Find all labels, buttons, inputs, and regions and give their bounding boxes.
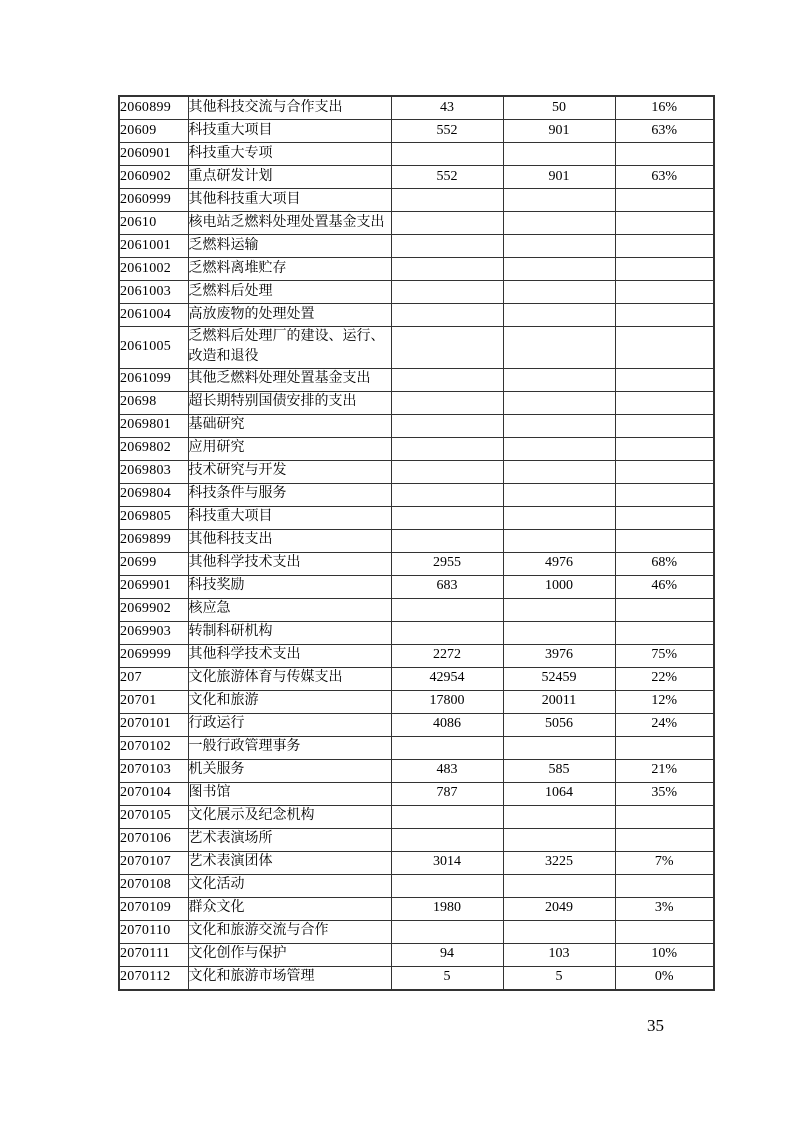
cell-value-2	[503, 828, 615, 851]
cell-percent	[615, 235, 714, 258]
cell-value-1	[391, 598, 503, 621]
cell-name: 科技条件与服务	[188, 483, 391, 506]
cell-code: 2060901	[119, 143, 188, 166]
cell-code: 2070107	[119, 851, 188, 874]
cell-code: 2061003	[119, 281, 188, 304]
cell-percent: 24%	[615, 713, 714, 736]
cell-value-2	[503, 414, 615, 437]
cell-value-1	[391, 874, 503, 897]
cell-percent	[615, 304, 714, 327]
cell-value-2	[503, 460, 615, 483]
cell-code: 2070108	[119, 874, 188, 897]
table-row	[119, 713, 714, 736]
table-row	[119, 920, 714, 943]
cell-value-2	[503, 235, 615, 258]
table-row	[119, 414, 714, 437]
cell-value-2	[503, 920, 615, 943]
cell-percent: 10%	[615, 943, 714, 966]
cell-value-2	[503, 805, 615, 828]
cell-value-1: 17800	[391, 690, 503, 713]
budget-table-body	[119, 96, 714, 990]
cell-name: 其他科技支出	[188, 529, 391, 552]
cell-value-1	[391, 920, 503, 943]
cell-code: 2069899	[119, 529, 188, 552]
cell-value-1	[391, 327, 503, 369]
table-row	[119, 782, 714, 805]
cell-value-2	[503, 304, 615, 327]
cell-value-2	[503, 598, 615, 621]
table-row	[119, 759, 714, 782]
cell-value-2: 3976	[503, 644, 615, 667]
cell-percent	[615, 391, 714, 414]
cell-name: 高放废物的处理处置	[188, 304, 391, 327]
cell-code: 2070110	[119, 920, 188, 943]
cell-code: 20701	[119, 690, 188, 713]
cell-value-2	[503, 143, 615, 166]
cell-code: 2070111	[119, 943, 188, 966]
cell-value-2: 4976	[503, 552, 615, 575]
cell-name: 基础研究	[188, 414, 391, 437]
cell-value-2: 901	[503, 120, 615, 143]
cell-name: 科技奖励	[188, 575, 391, 598]
cell-code: 2069805	[119, 506, 188, 529]
cell-percent	[615, 281, 714, 304]
cell-value-2	[503, 391, 615, 414]
table-row	[119, 828, 714, 851]
cell-name: 文化旅游体育与传媒支出	[188, 667, 391, 690]
cell-percent: 75%	[615, 644, 714, 667]
table-row	[119, 897, 714, 920]
cell-code: 2069901	[119, 575, 188, 598]
cell-value-2: 5056	[503, 713, 615, 736]
cell-code: 2070104	[119, 782, 188, 805]
cell-value-1: 2272	[391, 644, 503, 667]
cell-code: 2061002	[119, 258, 188, 281]
cell-name: 转制科研机构	[188, 621, 391, 644]
cell-value-2: 50	[503, 96, 615, 120]
cell-value-1	[391, 391, 503, 414]
cell-code: 20609	[119, 120, 188, 143]
cell-name: 科技重大专项	[188, 143, 391, 166]
cell-name: 其他科学技术支出	[188, 552, 391, 575]
cell-percent	[615, 621, 714, 644]
cell-percent	[615, 920, 714, 943]
cell-value-2: 901	[503, 166, 615, 189]
cell-name: 文化展示及纪念机构	[188, 805, 391, 828]
cell-value-2	[503, 281, 615, 304]
cell-value-1: 552	[391, 120, 503, 143]
cell-value-1	[391, 529, 503, 552]
cell-value-2: 585	[503, 759, 615, 782]
table-row	[119, 483, 714, 506]
cell-value-1: 552	[391, 166, 503, 189]
cell-name: 行政运行	[188, 713, 391, 736]
cell-value-1: 683	[391, 575, 503, 598]
cell-percent: 46%	[615, 575, 714, 598]
table-row	[119, 281, 714, 304]
table-row	[119, 96, 714, 120]
table-row	[119, 552, 714, 575]
cell-value-1	[391, 828, 503, 851]
table-row	[119, 943, 714, 966]
cell-percent	[615, 212, 714, 235]
cell-value-1	[391, 368, 503, 391]
cell-percent: 22%	[615, 667, 714, 690]
cell-value-1	[391, 483, 503, 506]
cell-percent	[615, 437, 714, 460]
cell-name: 群众文化	[188, 897, 391, 920]
table-row	[119, 460, 714, 483]
cell-value-2	[503, 736, 615, 759]
cell-name: 应用研究	[188, 437, 391, 460]
cell-value-1: 787	[391, 782, 503, 805]
cell-code: 20610	[119, 212, 188, 235]
cell-name: 图书馆	[188, 782, 391, 805]
cell-percent: 0%	[615, 966, 714, 990]
cell-name: 艺术表演场所	[188, 828, 391, 851]
table-row	[119, 621, 714, 644]
table-row	[119, 966, 714, 990]
cell-value-2: 2049	[503, 897, 615, 920]
cell-code: 2069801	[119, 414, 188, 437]
table-row	[119, 258, 714, 281]
cell-name: 超长期特别国债安排的支出	[188, 391, 391, 414]
cell-percent	[615, 529, 714, 552]
cell-name: 乏燃料后处理厂的建设、运行、改造和退役	[188, 327, 391, 369]
cell-value-2	[503, 874, 615, 897]
cell-value-1: 4086	[391, 713, 503, 736]
table-row	[119, 851, 714, 874]
cell-value-1	[391, 460, 503, 483]
cell-code: 2060999	[119, 189, 188, 212]
table-row	[119, 391, 714, 414]
cell-percent	[615, 598, 714, 621]
table-row	[119, 874, 714, 897]
cell-percent: 16%	[615, 96, 714, 120]
cell-name: 核电站乏燃料处理处置基金支出	[188, 212, 391, 235]
cell-name: 文化和旅游市场管理	[188, 966, 391, 990]
cell-name: 乏燃料运输	[188, 235, 391, 258]
cell-percent	[615, 414, 714, 437]
cell-percent	[615, 368, 714, 391]
cell-name: 乏燃料后处理	[188, 281, 391, 304]
cell-value-1	[391, 414, 503, 437]
cell-value-1: 94	[391, 943, 503, 966]
table-row	[119, 120, 714, 143]
cell-percent	[615, 258, 714, 281]
cell-value-2	[503, 258, 615, 281]
cell-value-1	[391, 235, 503, 258]
table-row	[119, 598, 714, 621]
cell-name: 机关服务	[188, 759, 391, 782]
cell-code: 2060902	[119, 166, 188, 189]
table-row	[119, 304, 714, 327]
cell-percent	[615, 189, 714, 212]
cell-code: 2060899	[119, 96, 188, 120]
cell-code: 20699	[119, 552, 188, 575]
cell-name: 文化创作与保护	[188, 943, 391, 966]
cell-percent: 12%	[615, 690, 714, 713]
cell-value-2	[503, 327, 615, 369]
cell-percent: 63%	[615, 120, 714, 143]
cell-name: 文化和旅游	[188, 690, 391, 713]
cell-value-1: 42954	[391, 667, 503, 690]
cell-name: 科技重大项目	[188, 506, 391, 529]
cell-code: 20698	[119, 391, 188, 414]
cell-value-1	[391, 805, 503, 828]
cell-name: 文化活动	[188, 874, 391, 897]
cell-name: 乏燃料离堆贮存	[188, 258, 391, 281]
cell-value-2	[503, 483, 615, 506]
cell-value-2	[503, 212, 615, 235]
cell-value-2	[503, 621, 615, 644]
cell-code: 2069804	[119, 483, 188, 506]
cell-value-1	[391, 506, 503, 529]
cell-code: 2070103	[119, 759, 188, 782]
cell-percent	[615, 805, 714, 828]
cell-value-1: 483	[391, 759, 503, 782]
cell-value-2: 1064	[503, 782, 615, 805]
cell-value-1: 3014	[391, 851, 503, 874]
cell-percent: 63%	[615, 166, 714, 189]
table-row	[119, 690, 714, 713]
cell-code: 2061099	[119, 368, 188, 391]
table-row	[119, 667, 714, 690]
cell-percent: 68%	[615, 552, 714, 575]
cell-percent	[615, 874, 714, 897]
table-row	[119, 736, 714, 759]
cell-value-1	[391, 437, 503, 460]
table-row	[119, 529, 714, 552]
table-row	[119, 327, 714, 369]
cell-code: 2070102	[119, 736, 188, 759]
cell-percent	[615, 828, 714, 851]
cell-code: 2061004	[119, 304, 188, 327]
cell-value-1: 1980	[391, 897, 503, 920]
cell-percent	[615, 143, 714, 166]
table-row	[119, 506, 714, 529]
cell-name: 艺术表演团体	[188, 851, 391, 874]
cell-name: 重点研发计划	[188, 166, 391, 189]
cell-value-1	[391, 621, 503, 644]
cell-value-1	[391, 258, 503, 281]
cell-code: 207	[119, 667, 188, 690]
cell-code: 2070101	[119, 713, 188, 736]
cell-value-1: 5	[391, 966, 503, 990]
cell-code: 2061001	[119, 235, 188, 258]
budget-table	[118, 95, 715, 991]
cell-value-2: 1000	[503, 575, 615, 598]
table-row	[119, 368, 714, 391]
cell-percent	[615, 736, 714, 759]
cell-value-1	[391, 281, 503, 304]
table-row	[119, 437, 714, 460]
cell-code: 2069903	[119, 621, 188, 644]
cell-percent: 35%	[615, 782, 714, 805]
table-row	[119, 212, 714, 235]
table-row	[119, 644, 714, 667]
table-row	[119, 166, 714, 189]
cell-value-1	[391, 304, 503, 327]
cell-code: 2069999	[119, 644, 188, 667]
cell-value-2	[503, 189, 615, 212]
cell-code: 2070106	[119, 828, 188, 851]
cell-percent: 3%	[615, 897, 714, 920]
cell-name: 其他科技重大项目	[188, 189, 391, 212]
cell-value-2: 3225	[503, 851, 615, 874]
cell-code: 2069802	[119, 437, 188, 460]
cell-value-2: 5	[503, 966, 615, 990]
cell-value-2: 52459	[503, 667, 615, 690]
cell-percent	[615, 460, 714, 483]
cell-value-2	[503, 437, 615, 460]
cell-name: 文化和旅游交流与合作	[188, 920, 391, 943]
cell-percent: 21%	[615, 759, 714, 782]
cell-code: 2070109	[119, 897, 188, 920]
table-row	[119, 143, 714, 166]
cell-value-2: 20011	[503, 690, 615, 713]
cell-value-1	[391, 736, 503, 759]
cell-percent	[615, 483, 714, 506]
cell-value-1	[391, 212, 503, 235]
cell-code: 2070105	[119, 805, 188, 828]
cell-name: 核应急	[188, 598, 391, 621]
table-row	[119, 805, 714, 828]
cell-value-2	[503, 368, 615, 391]
cell-value-2	[503, 529, 615, 552]
table-row	[119, 189, 714, 212]
cell-code: 2069803	[119, 460, 188, 483]
cell-code: 2061005	[119, 327, 188, 369]
cell-value-2: 103	[503, 943, 615, 966]
cell-name: 其他乏燃料处理处置基金支出	[188, 368, 391, 391]
cell-value-1: 2955	[391, 552, 503, 575]
table-row	[119, 235, 714, 258]
cell-percent: 7%	[615, 851, 714, 874]
cell-code: 2069902	[119, 598, 188, 621]
table-row	[119, 575, 714, 598]
cell-value-1: 43	[391, 96, 503, 120]
cell-value-1	[391, 189, 503, 212]
cell-name: 其他科技交流与合作支出	[188, 96, 391, 120]
cell-name: 其他科学技术支出	[188, 644, 391, 667]
cell-percent	[615, 506, 714, 529]
cell-name: 技术研究与开发	[188, 460, 391, 483]
cell-name: 科技重大项目	[188, 120, 391, 143]
cell-value-2	[503, 506, 615, 529]
cell-name: 一般行政管理事务	[188, 736, 391, 759]
cell-value-1	[391, 143, 503, 166]
page-number: 35	[647, 1016, 664, 1035]
cell-code: 2070112	[119, 966, 188, 990]
cell-percent	[615, 327, 714, 369]
